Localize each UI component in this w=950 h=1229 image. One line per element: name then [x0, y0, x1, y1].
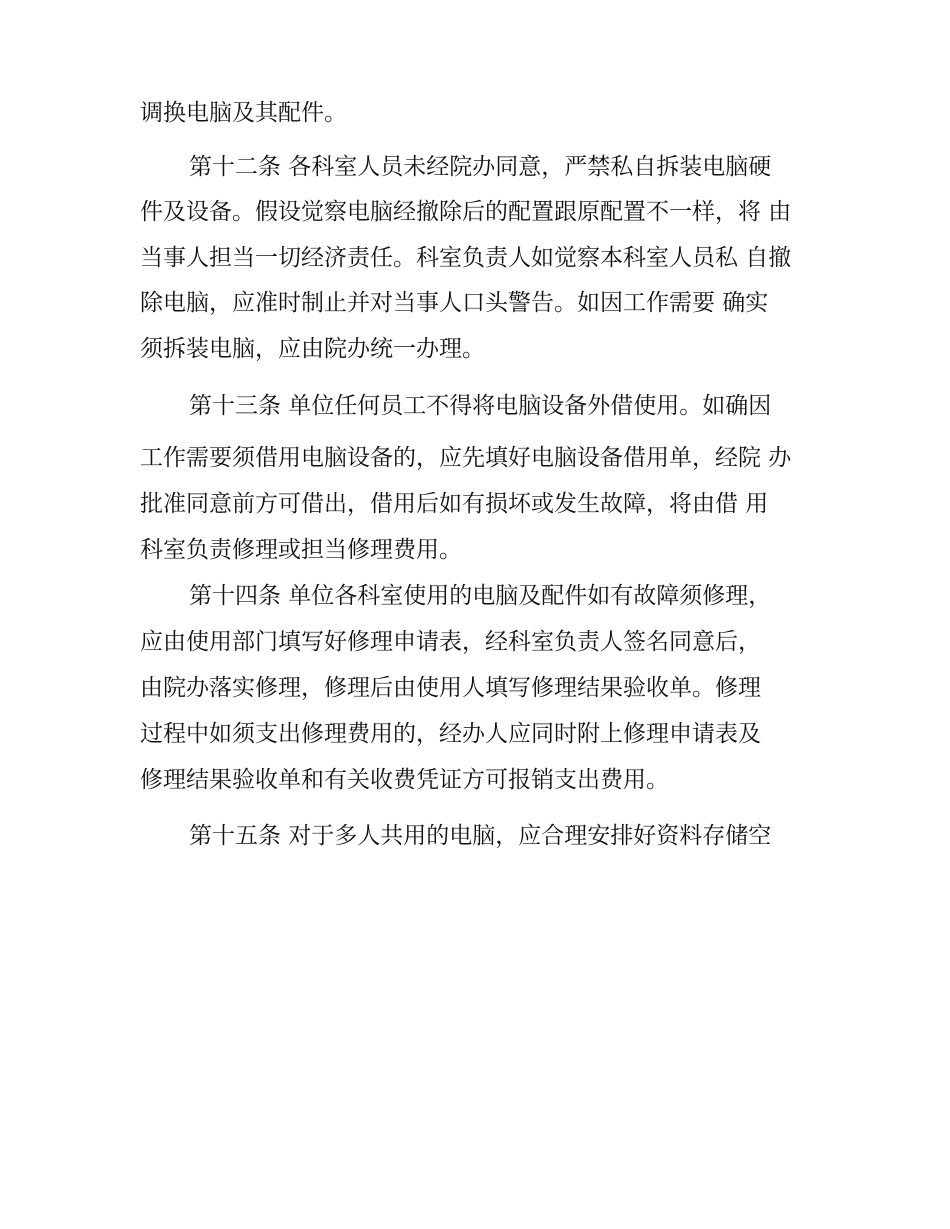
text-line: 工作需要须借用电脑设备的，应先填好电脑设备借用单，经院 办 — [140, 445, 792, 471]
article-12-heading-line: 第十二条 各科室人员未经院办同意，严禁私自拆装电脑硬 — [189, 154, 772, 180]
text-line: 过程中如须支出修理费用的，经办人应同时附上修理申请表及 — [140, 721, 761, 747]
text-line: 修理结果验收单和有关收费凭证方可报销支出费用。 — [140, 767, 669, 793]
text-line: 件及设备。假设觉察电脑经撤除后的配置跟原配置不一样，将 由 — [140, 199, 792, 225]
text-line: 由院办落实修理，修理后由使用人填写修理结果验收单。修理 — [140, 675, 761, 701]
text-line: 除电脑，应准时制止并对当事人口头警告。如因工作需要 确实 — [140, 290, 769, 316]
text-line: 科室负责修理或担当修理费用。 — [140, 537, 462, 563]
text-line: 调换电脑及其配件。 — [140, 100, 347, 126]
article-13-heading-line: 第十三条 单位任何员工不得将电脑设备外借使用。如确因 — [189, 393, 772, 419]
text-line: 须拆装电脑，应由院办统一办理。 — [140, 336, 485, 362]
article-15-heading-line: 第十五条 对于多人共用的电脑，应合理安排好资料存储空 — [189, 823, 772, 849]
article-14-heading-line: 第十四条 单位各科室使用的电脑及配件如有故障须修理， — [189, 583, 772, 609]
text-line: 当事人担当一切经济责任。科室负责人如觉察本科室人员私 自撤 — [140, 245, 792, 271]
text-line: 批准同意前方可借出，借用后如有损坏或发生故障，将由借 用 — [140, 491, 769, 517]
text-line: 应由使用部门填写好修理申请表，经科室负责人签名同意后， — [140, 629, 761, 655]
